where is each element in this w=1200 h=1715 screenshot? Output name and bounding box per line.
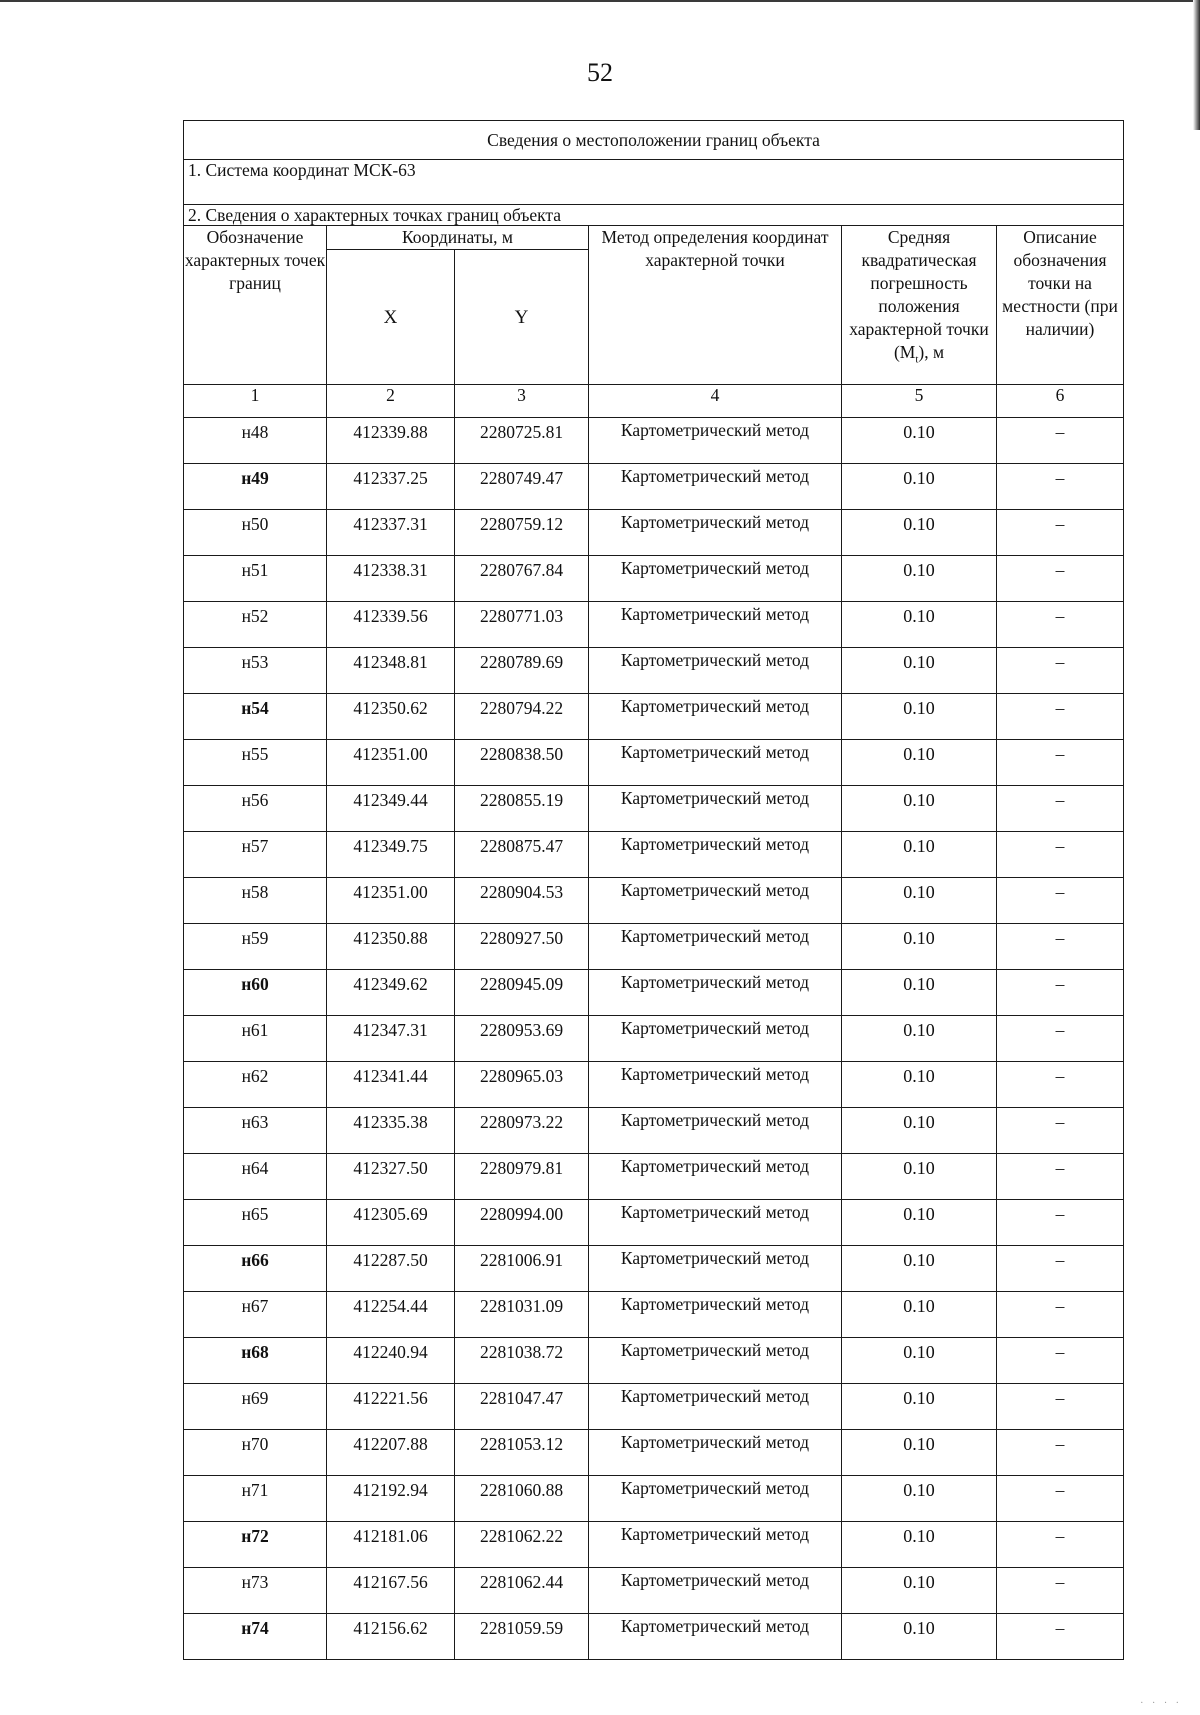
point-cell: н66 [184,1246,327,1292]
description-cell: – [997,924,1124,970]
table-row [184,1430,1124,1476]
method-cell: Картометрический метод [589,1246,842,1292]
point-cell: н63 [184,1108,327,1154]
x-cell: 412351.00 [327,740,455,786]
x-cell: 412347.31 [327,1016,455,1062]
scan-noise: · · · · [1140,1698,1182,1709]
y-cell: 2280725.81 [455,418,589,464]
error-cell: 0.10 [842,1338,997,1384]
method-cell: Картометрический метод [589,1062,842,1108]
y-cell: 2281038.72 [455,1338,589,1384]
x-cell: 412337.25 [327,464,455,510]
error-cell: 0.10 [842,832,997,878]
method-cell: Картометрический метод [589,510,842,556]
x-cell: 412221.56 [327,1384,455,1430]
y-cell: 2280953.69 [455,1016,589,1062]
method-cell: Картометрический метод [589,694,842,740]
method-cell: Картометрический метод [589,1522,842,1568]
method-cell: Картометрический метод [589,1430,842,1476]
point-cell: н67 [184,1292,327,1338]
description-cell: – [997,1062,1124,1108]
point-cell: н59 [184,924,327,970]
error-cell: 0.10 [842,556,997,602]
error-cell: 0.10 [842,1154,997,1200]
x-cell: 412338.31 [327,556,455,602]
x-cell: 412337.31 [327,510,455,556]
page-number: 52 [587,58,613,87]
description-cell: – [997,740,1124,786]
table-row [184,510,1124,556]
table-row [184,832,1124,878]
table-row [184,1476,1124,1522]
col-number-6: 6 [997,385,1124,418]
method-cell: Картометрический метод [589,1568,842,1614]
table-row [184,648,1124,694]
x-cell: 412156.62 [327,1614,455,1660]
method-cell: Картометрический метод [589,1154,842,1200]
x-cell: 412348.81 [327,648,455,694]
description-cell: – [997,1384,1124,1430]
error-cell: 0.10 [842,786,997,832]
error-cell: 0.10 [842,878,997,924]
table-row [184,970,1124,1016]
point-cell: н64 [184,1154,327,1200]
y-cell: 2280771.03 [455,602,589,648]
error-cell: 0.10 [842,1062,997,1108]
description-cell: – [997,602,1124,648]
table-row [184,1246,1124,1292]
method-cell: Картометрический метод [589,1384,842,1430]
x-cell: 412349.62 [327,970,455,1016]
table-row [184,602,1124,648]
point-cell: н52 [184,602,327,648]
method-cell: Картометрический метод [589,924,842,970]
method-cell: Картометрический метод [589,602,842,648]
y-cell: 2280973.22 [455,1108,589,1154]
table-row [184,1522,1124,1568]
y-cell: 2280838.50 [455,740,589,786]
col-number-2: 2 [327,385,455,418]
point-cell: н70 [184,1430,327,1476]
table-row [184,1108,1124,1154]
error-cell: 0.10 [842,510,997,556]
table-row [184,1338,1124,1384]
description-cell: – [997,786,1124,832]
x-cell: 412335.38 [327,1108,455,1154]
method-cell: Картометрический метод [589,1614,842,1660]
description-cell: – [997,1568,1124,1614]
table-row [184,694,1124,740]
error-cell: 0.10 [842,1476,997,1522]
point-cell: н58 [184,878,327,924]
x-cell: 412207.88 [327,1430,455,1476]
header-description: Описание обозначения точки на местности (при наличии) [997,226,1124,385]
table-row [184,878,1124,924]
y-cell: 2281006.91 [455,1246,589,1292]
x-cell: 412339.88 [327,418,455,464]
y-cell: 2280904.53 [455,878,589,924]
header-error [842,226,997,385]
description-cell: – [997,464,1124,510]
method-cell: Картометрический метод [589,464,842,510]
description-cell: – [997,1476,1124,1522]
method-cell: Картометрический метод [589,878,842,924]
y-cell: 2280749.47 [455,464,589,510]
y-cell: 2280789.69 [455,648,589,694]
point-cell: н48 [184,418,327,464]
method-cell: Картометрический метод [589,556,842,602]
point-cell: н51 [184,556,327,602]
error-cell: 0.10 [842,1522,997,1568]
x-cell: 412167.56 [327,1568,455,1614]
y-cell: 2280875.47 [455,832,589,878]
description-cell: – [997,556,1124,602]
description-cell: – [997,832,1124,878]
error-cell: 0.10 [842,694,997,740]
header-method: Метод определения координат характерной точки [589,226,842,385]
description-cell: – [997,1154,1124,1200]
method-cell: Картометрический метод [589,1338,842,1384]
point-cell: н49 [184,464,327,510]
table-row [184,786,1124,832]
table-row [184,464,1124,510]
y-cell: 2280767.84 [455,556,589,602]
method-cell: Картометрический метод [589,418,842,464]
x-cell: 412350.88 [327,924,455,970]
error-cell: 0.10 [842,924,997,970]
description-cell: – [997,970,1124,1016]
point-cell: н60 [184,970,327,1016]
table-row [184,1154,1124,1200]
description-cell: – [997,1522,1124,1568]
description-cell: – [997,1430,1124,1476]
description-cell: – [997,1108,1124,1154]
table-row [184,1614,1124,1660]
x-cell: 412181.06 [327,1522,455,1568]
y-cell: 2280794.22 [455,694,589,740]
table-row [184,556,1124,602]
table-title: Сведения о местоположении границ объекта [184,121,1124,160]
x-cell: 412254.44 [327,1292,455,1338]
boundary-points-table [183,120,1124,1660]
error-cell: 0.10 [842,1568,997,1614]
point-cell: н65 [184,1200,327,1246]
error-cell: 0.10 [842,1292,997,1338]
header-y: Y [455,250,589,385]
point-cell: н73 [184,1568,327,1614]
point-cell: н71 [184,1476,327,1522]
method-cell: Картометрический метод [589,1292,842,1338]
point-cell: н69 [184,1384,327,1430]
description-cell: – [997,1338,1124,1384]
x-cell: 412351.00 [327,878,455,924]
point-cell: н62 [184,1062,327,1108]
x-cell: 412350.62 [327,694,455,740]
error-cell: 0.10 [842,648,997,694]
description-cell: – [997,648,1124,694]
table-row [184,1062,1124,1108]
x-cell: 412287.50 [327,1246,455,1292]
description-cell: – [997,510,1124,556]
y-cell: 2280979.81 [455,1154,589,1200]
table-row [184,1016,1124,1062]
y-cell: 2281059.59 [455,1614,589,1660]
y-cell: 2280855.19 [455,786,589,832]
error-cell: 0.10 [842,740,997,786]
method-cell: Картометрический метод [589,740,842,786]
error-cell: 0.10 [842,1430,997,1476]
x-cell: 412192.94 [327,1476,455,1522]
description-cell: – [997,1246,1124,1292]
col-number-3: 3 [455,385,589,418]
header-coordinates: Координаты, м [327,226,589,250]
col-number-5: 5 [842,385,997,418]
error-cell: 0.10 [842,1108,997,1154]
point-cell: н72 [184,1522,327,1568]
table-row [184,924,1124,970]
y-cell: 2280759.12 [455,510,589,556]
y-cell: 2281062.22 [455,1522,589,1568]
point-cell: н53 [184,648,327,694]
table-row [184,418,1124,464]
description-cell: – [997,1016,1124,1062]
col-number-1: 1 [184,385,327,418]
method-cell: Картометрический метод [589,786,842,832]
col-number-4: 4 [589,385,842,418]
y-cell: 2281031.09 [455,1292,589,1338]
point-cell: н61 [184,1016,327,1062]
point-cell: н50 [184,510,327,556]
x-cell: 412327.50 [327,1154,455,1200]
y-cell: 2280945.09 [455,970,589,1016]
description-cell: – [997,694,1124,740]
point-cell: н55 [184,740,327,786]
x-cell: 412341.44 [327,1062,455,1108]
x-cell: 412305.69 [327,1200,455,1246]
method-cell: Картометрический метод [589,1200,842,1246]
error-cell: 0.10 [842,1246,997,1292]
x-cell: 412339.56 [327,602,455,648]
method-cell: Картометрический метод [589,648,842,694]
point-cell: н68 [184,1338,327,1384]
x-cell: 412240.94 [327,1338,455,1384]
table-row [184,1292,1124,1338]
header-designation: Обозначение характерных точек границ [184,226,327,385]
point-cell: н74 [184,1614,327,1660]
description-cell: – [997,878,1124,924]
point-cell: н57 [184,832,327,878]
y-cell: 2281062.44 [455,1568,589,1614]
description-cell: – [997,1614,1124,1660]
y-cell: 2280994.00 [455,1200,589,1246]
description-cell: – [997,418,1124,464]
y-cell: 2280965.03 [455,1062,589,1108]
y-cell: 2281047.47 [455,1384,589,1430]
coordinate-system: 1. Система координат МСК-63 [184,160,1124,205]
header-error-text: Средняя квадратическая погрешность положения характерной точки $(M_t)$, м [849,227,989,366]
method-cell: Картометрический метод [589,1016,842,1062]
error-cell: 0.10 [842,1384,997,1430]
error-cell: 0.10 [842,464,997,510]
scan-top-border [0,0,1200,2]
method-cell: Картометрический метод [589,1108,842,1154]
table-row [184,1200,1124,1246]
error-cell: 0.10 [842,1016,997,1062]
description-cell: – [997,1292,1124,1338]
method-cell: Картометрический метод [589,1476,842,1522]
y-cell: 2281053.12 [455,1430,589,1476]
error-cell: 0.10 [842,602,997,648]
table-row [184,1568,1124,1614]
y-cell: 2281060.88 [455,1476,589,1522]
error-cell: 0.10 [842,418,997,464]
table-row [184,740,1124,786]
method-cell: Картометрический метод [589,832,842,878]
table-row [184,1384,1124,1430]
error-cell: 0.10 [842,1614,997,1660]
header-x: X [327,250,455,385]
method-cell: Картометрический метод [589,970,842,1016]
error-cell: 0.10 [842,970,997,1016]
x-cell: 412349.75 [327,832,455,878]
error-cell: 0.10 [842,1200,997,1246]
description-cell: – [997,1200,1124,1246]
point-cell: н54 [184,694,327,740]
y-cell: 2280927.50 [455,924,589,970]
x-cell: 412349.44 [327,786,455,832]
point-cell: н56 [184,786,327,832]
section-title: 2. Сведения о характерных точках границ объекта [184,205,1124,226]
